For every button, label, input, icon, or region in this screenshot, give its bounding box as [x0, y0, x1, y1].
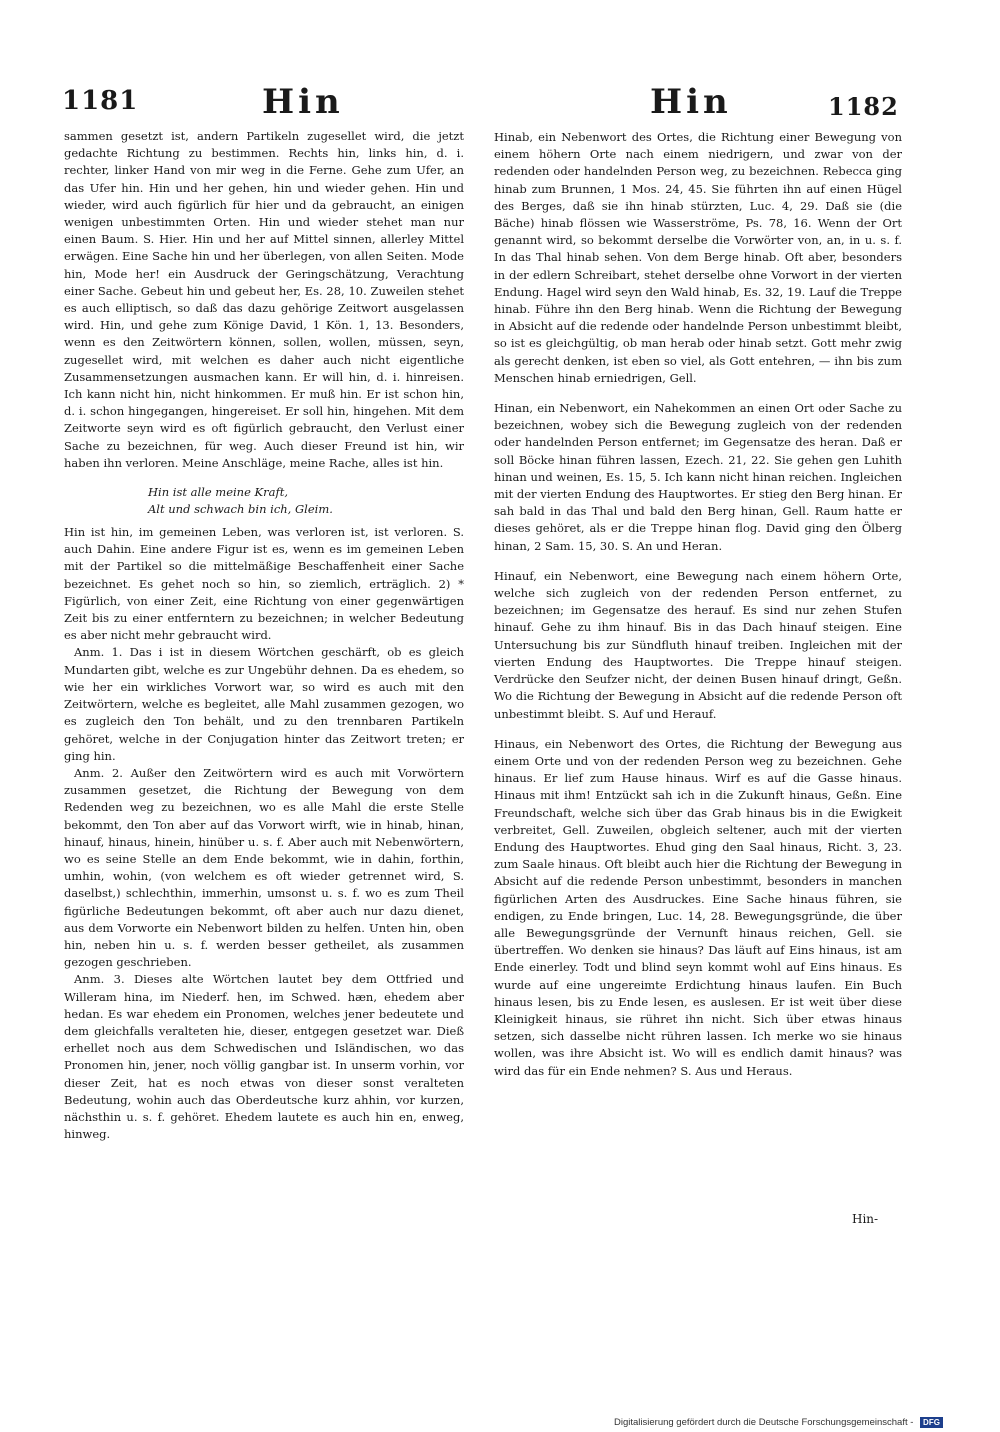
entry-hinaus: Hinaus, ein Nebenwort des Ortes, die Richtung der Bewegung aus einem Orte und von der redenden Person weg zu bezeichnen. Gehe hinaus. Er lief zum Hause hinaus. Wirf es auf die Gasse hinaus. Hinaus mit ihm! Entzückt sah ich in die Zukunft hinaus, Geßn. Eine Freundschaft, welche sich über das Grab hinaus bis in die Ewigkeit verbreitet, Gell. Zuweilen, obgleich seltener, auch mit der vierten Endung des Hauptwortes. Ehud ging den Saal hinaus, Richt. 3, 23. zum Saale hinaus. Oft bleibt auch hier die Richtung der Bewegung in Absicht auf die redende Person unbestimmt, besonders in manchen figürlichen Arten des Ausdruckes. Eine Sache hinaus führen, sie endigen, zu Ende bringen, Luc. 14, 28. Bewegungsgründe, die über alle Bewegungsgründe der Vernunft hinaus reichen, Gell. sie übertreffen. Wo denken sie hinaus? Das läuft auf Eins hinaus, ist am Ende einerley. Todt und blind seyn kommt wohl auf Eins hinaus. Es wurde auf eine ungereimte Erdichtung hinaus laufen. Ein Buch hinaus lesen, bis zu Ende lesen, es auslesen. Er ist weit über diese Kleinigkeit hinaus, sie rühret ihn nicht. Sich über etwas hinaus setzen, sich dasselbe nicht rühren lassen. Ich merke wo sie hinaus wollen, was ihre Absicht ist. Wo will es endlich damit hinaus? was wird das für ein Ende nehmen? S. Aus und Heraus. — [494, 736, 902, 1078]
digitization-footer — [614, 1417, 943, 1428]
entry-paragraph: Hin ist hin, im gemeinen Leben, was verloren ist, ist verloren. S. auch Dahin. Eine andere Figur ist es, wenn es im gemeinen Leben mit der Partikel so die mittelmäßige Beschaffenheit einer Sache bezeichnet. Es gehet noch so hin, so ziemlich, erträglich. 2) * Figürlich, von einer Zeit, eine Richtung von einer gegenwärtigen Zeit bis zu einer entferntern zu bezeichnen; in welcher Bedeutung es aber nicht mehr gebraucht wird. — [64, 525, 464, 643]
catchword: Hin- — [852, 1212, 879, 1226]
entry-hinab: Hinab, ein Nebenwort des Ortes, die Richtung einer Bewegung von einem höhern Orte nach einem niedrigern, und zwar von der redenden oder handelnden Person weg, zu bezeichnen. Rebecca ging hinab zum Brunnen, 1 Mos. 24, 45. Sie führten ihn auf einen Hügel des Berges, daß sie ihn hinab stürzten, Luc. 4, 29. Daß sie (die Bäche) hinab flössen wie Wasserströme, Ps. 78, 16. Wenn der Ort genannt wird, so bekommt derselbe die Vorwörter von, an, in u. s. f. In das Thal hinab sehen. Von dem Berge hinab. Oft aber, besonders in der edlern Schreibart, stehet derselbe ohne Vorwort in der vierten Endung. Hagel wird seyn den Wald hinab, Es. 32, 19. Lauf die Treppe hinab. Führe ihn den Berg hinab. Wenn die Richtung der Bewegung in Absicht auf die redende oder handelnde Person unbestimmt bleibt, so ist es gleichgültig, ob man herab oder hinab setzt. Gott mehr zwig als gerecht denken, ist eben so viel, als Gott entehren, — ihn bis zum Menschen hinab erniedrigen, Gell. — [494, 130, 902, 385]
verse-line: Alt und schwach bin ich, Gleim. — [148, 502, 333, 517]
right-column — [494, 129, 902, 1080]
right-headword: Hin — [650, 82, 732, 122]
verse-line: Hin ist alle meine Kraft, — [148, 485, 289, 500]
annotation-3: Anm. 3. Dieses alte Wörtchen lautet bey dem Ottfried und Willeram hina, im Niederf. hen, im Schwed. hæn, ehedem aber hedan. Es war ehedem ein Pronomen, welches jener bedeutete und dem gleichfalls veralteten hie, dieser, entgegen gesetzet war. Dieß erhellet noch aus dem Schwedischen und Isländischen, wo das Pronomen hin, jener, noch völlig gangbar ist. In unserm vorhin, vor dieser Zeit, hat es noch etwas von dieser sonst veralteten Bedeutung, wohin auch das Oberdeutsche kurz ahhin, vor kurzen, nächsthin u. s. f. gehöret. Ehedem lautete es auch hin en, enweg, hinweg. — [64, 972, 464, 1142]
entry-continuation: sammen gesetzt ist, andern Partikeln zugesellet wird, die jetzt gedachte Richtung zu bestimmen. Rechts hin, links hin, d. i. rechter, linker Hand von mir weg in die Ferne. Gehe zum Ufer, an das Ufer hin. Hin und her gehen, hin und wieder gehen. Hin und wieder, wird auch figürlich für hier und da gebraucht, an einigen wenigen unbestimmten Orten. Hin und wieder stehet man nur einen Baum. S. Hier. Hin und her auf Mittel sinnen, allerley Mittel erwägen. Eine Sache hin und her überlegen, von allen Seiten. Mode hin, Mode her! ein Ausdruck der Geringschätzung, Verachtung einer Sache. Gebeut hin und gebeut her, Es. 28, 10. Zuweilen stehet es auch elliptisch, so daß das dazu gehörige Zeitwort ausgelassen wird. Hin, und gehe zum Könige David, 1 Kön. 1, 13. Besonders, wenn es den Zeitwörtern können, sollen, wollen, müssen, seyn, zugesellet wird, mit welchen es daher auch nicht eigentliche Zusammensetzungen ausmachen kann. Er will hin, d. i. hinreisen. Ich kann nicht hin, nicht hinkommen. Er muß hin. Er ist schon hin, d. i. schon hingegangen, hingereiset. Er soll hin, hingehen. Mit dem Zeitworte seyn wird es oft figürlich gebraucht, den Verlust einer Sache zu bezeichnen, für weg. Auch dieser Freund ist hin, wir haben ihn verloren. Meine Anschläge, meine Rache, alles ist hin. — [64, 129, 464, 470]
right-page-number: 1182 — [828, 92, 899, 121]
entry-hinauf: Hinauf, ein Nebenwort, eine Bewegung nach einem höhern Orte, welche sich zugleich von der redenden Person entfernet, zu bezeichnen; im Gegensatze des herauf. Es sind nur zehen Stufen hinauf. Gehe zu ihm hinauf. Bis in das Dach hinauf steigen. Eine Untersuchung bis zur Sündfluth hinauf treiben. Ingleichen mit der vierten Endung des Hauptwortes. Die Treppe hinauf steigen. Verdrücke den Seufzer nicht, der deinen Busen hinauf dringt, Geßn. Wo die Richtung der Bewegung in Absicht auf die redende Person oft unbestimmt bleibt. S. Auf und Herauf. — [494, 568, 902, 721]
entry-hinan: Hinan, ein Nebenwort, ein Nahekommen an einen Ort oder Sache zu bezeichnen, wobey sich die Bewegung zugleich von der redenden oder handelnden Person entfernet; im Gegensatze des heran. Daß er soll Böcke hinan führen lassen, Ezech. 21, 22. Sie gehen gen Luhith hinan und weinen, Es. 15, 5. Ich kann nicht hinan reichen. Ingleichen mit der vierten Endung des Hauptwortes. Er stieg den Berg hinan. Er sah bald in das Thal und bald den Berg hinan, Gell. Raum hatte er dieses gehöret, als er die Treppe hinan flog. David ging den Ölberg hinan, 2 Sam. 15, 30. S. An und Heran. — [494, 401, 902, 553]
left-column — [64, 128, 464, 1143]
dfg-logo: DFG — [920, 1417, 943, 1428]
annotation-1: Anm. 1. Das i ist in diesem Wörtchen geschärft, ob es gleich Mundarten gibt, welche es zur Ungebühr dehnen. Da es ehedem, so wie her ein wirkliches Vorwort war, so wird es auch mit den Zeitwörtern, welche es begleitet, alle Mahl zusammen gezogen, wo es zugleich den Ton behält, und zu den trennbaren Partikeln gehöret, welche in der Conjugation hinter das Zeitwort treten; er ging hin. — [64, 645, 464, 763]
left-headword: Hin — [262, 82, 344, 122]
left-page-number: 1181 — [62, 86, 139, 116]
footer-text: Digitalisierung gefördert durch die Deutsche Forschungsgemeinschaft - — [614, 1417, 914, 1429]
annotation-2: Anm. 2. Außer den Zeitwörtern wird es auch mit Vorwörtern zusammen gesetzet, die Richtung der Bewegung von dem Redenden weg zu bezeichnen, wo es alle Mahl die erste Stelle bekommt, den Ton aber auf das Vorwort wirft, wie in hinab, hinan, hinauf, hinaus, hinein, hinüber u. s. f. Aber auch mit Nebenwörtern, wo es seine Stelle an dem Ende bekommt, wie in dahin, forthin, umhin, wohin, (von welchem es oft wieder getrennet wird, S. daselbst,) schlechthin, immerhin, umsonst u. s. f. wo es zum Theil figürliche Bedeutungen bekommt, oft aber auch nur dazu dienet, aus dem Vorworte ein Nebenwort bilden zu helfen. Unten hin, oben hin, neben hin u. s. f. werden besser getheilet, als zusammen gezogen geschrieben. — [64, 765, 464, 970]
verse-quote — [148, 484, 464, 518]
